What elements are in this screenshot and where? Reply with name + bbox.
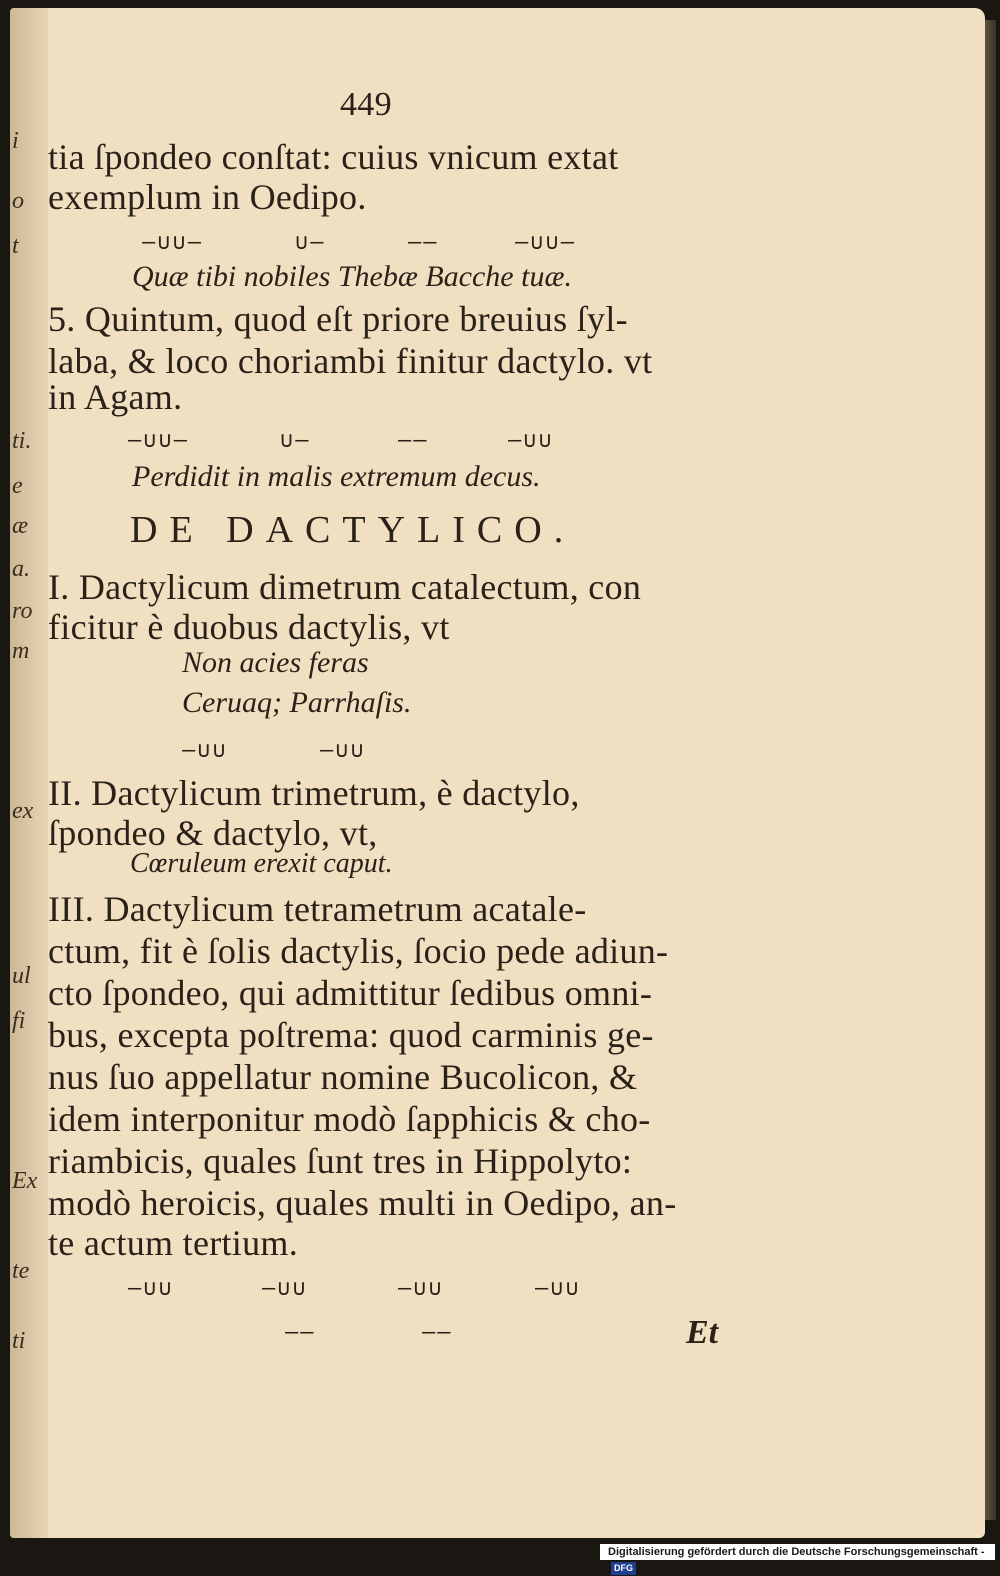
gutter-fragment: a. (12, 556, 30, 582)
text-line: III. Dactylicum tetrametrum acatale- (48, 889, 587, 929)
scansion-mark: –∪∪– (142, 230, 203, 255)
text-line: II. Dactylicum trimetrum, è dactylo, (48, 773, 580, 813)
gutter-fragment: æ (12, 513, 29, 539)
gutter-fragment: e (12, 473, 23, 499)
gutter-fragment: i (12, 128, 19, 154)
gutter-fragment: fi (12, 1008, 26, 1034)
gutter-fragment: ti (12, 1328, 26, 1354)
credit-text: Digitalisierung gefördert durch die Deutsche Forschungsgemeinschaft - (608, 1546, 985, 1558)
verse-line: Quæ tibi nobiles Thebæ Bacche tuæ. (132, 260, 572, 293)
scansion-mark: –∪∪ (508, 428, 554, 453)
text-line: exemplum in Oedipo. (48, 177, 367, 217)
catchword: Et (686, 1314, 719, 1351)
scansion-mark: –∪∪ (262, 1276, 308, 1301)
scansion-mark: ∪– (295, 230, 326, 255)
page-number: 449 (340, 86, 392, 123)
gutter-fragment: ro (12, 598, 33, 624)
scansion-mark: –∪∪ (535, 1276, 581, 1301)
scansion-mark: –∪∪ (182, 738, 228, 763)
scansion-mark: –– (422, 1320, 453, 1345)
scansion-mark: ∪– (280, 428, 311, 453)
text-line: idem interponitur modò ſapphicis & cho- (48, 1099, 651, 1139)
gutter-fragment: o (12, 188, 24, 214)
text-line: cto ſpondeo, qui admittitur ſedibus omni- (48, 973, 653, 1013)
scansion-mark: –∪∪ (128, 1276, 174, 1301)
scansion-mark: –– (408, 230, 439, 255)
text-line: riambicis, quales ſunt tres in Hippolyto: (48, 1141, 633, 1181)
gutter-fragment: te (12, 1258, 30, 1284)
text-line: bus, excepta poſtrema: quod carminis ge- (48, 1015, 654, 1055)
text-line: laba, & loco choriambi finitur dactylo. vt (48, 341, 653, 381)
gutter-fragment: t (12, 233, 19, 259)
scansion-mark: –∪∪– (515, 230, 576, 255)
scansion-mark: –∪∪ (320, 738, 366, 763)
scansion-mark: –– (285, 1320, 316, 1345)
verse-line: Ceruaq; Parrhaſis. (182, 686, 412, 719)
gutter-fragment: ul (12, 963, 31, 989)
scansion-mark: –∪∪ (398, 1276, 444, 1301)
text-line: 5. Quintum, quod eſt priore breuius ſyl- (48, 299, 628, 339)
gutter-fragment: ti. (12, 428, 32, 454)
gutter-fragment: m (12, 638, 30, 664)
text-line: tia ſpondeo conſtat: cuius vnicum extat (48, 137, 619, 177)
text-line: ſpondeo & dactylo, vt, (48, 813, 378, 853)
scansion-mark: –∪∪– (128, 428, 189, 453)
text-line: ficitur è duobus dactylis, vt (48, 607, 450, 647)
verse-line: Cœruleum erexit caput. (130, 848, 393, 879)
text-line: modò heroicis, quales multi in Oedipo, an- (48, 1183, 677, 1223)
book-page (10, 8, 985, 1538)
dfg-logo: DFG (611, 1562, 636, 1575)
gutter-fragment: Ex (12, 1168, 38, 1194)
text-line: nus ſuo appellatur nomine Bucolicon, & (48, 1057, 638, 1097)
digitization-credit (600, 1544, 995, 1573)
text-line: in Agam. (48, 377, 183, 417)
text-line: I. Dactylicum dimetrum catalectum, con (48, 567, 642, 607)
text-line: te actum tertium. (48, 1223, 299, 1263)
verse-line: Perdidit in malis extremum decus. (132, 460, 541, 493)
text-line: ctum, fit è ſolis dactylis, ſocio pede adiun- (48, 931, 669, 971)
scansion-mark: –– (398, 428, 429, 453)
verse-line: Non acies feras (182, 646, 369, 679)
section-heading: DE DACTYLICO. (130, 509, 576, 551)
gutter-fragment: ex (12, 798, 34, 824)
